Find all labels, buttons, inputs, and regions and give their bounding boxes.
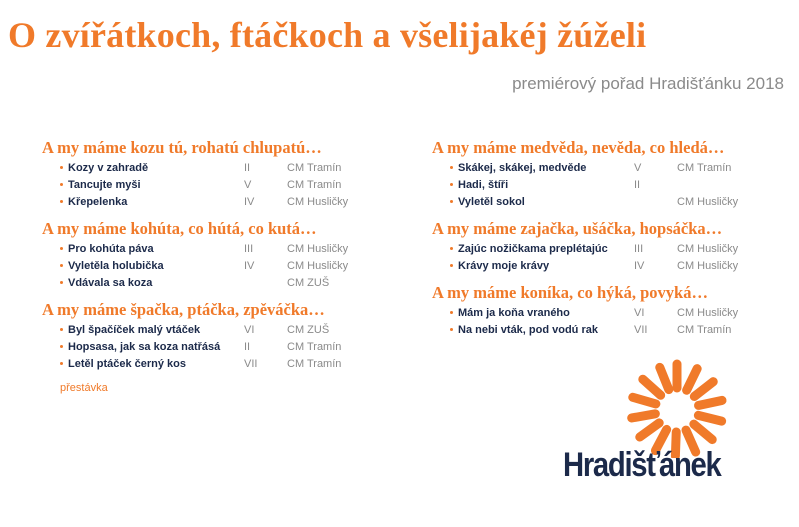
song-title: Pro kohúta páva [68, 242, 154, 255]
song-performer: CM Husličky [677, 242, 739, 255]
song-title: Vyletěl sokol [458, 195, 525, 208]
bullet-icon [60, 362, 63, 365]
song-part: II [244, 161, 251, 174]
song-part: V [634, 161, 642, 174]
bullet-icon [60, 166, 63, 169]
bullet-icon [450, 166, 453, 169]
song-row [42, 240, 392, 257]
song-row [42, 355, 392, 372]
song-title: Mám ja koňa vraného [458, 306, 570, 319]
program-section [42, 218, 392, 291]
song-row [432, 304, 782, 321]
right-column [432, 137, 782, 346]
sun-rays-icon [555, 358, 755, 458]
song-performer: CM Husličky [677, 306, 739, 319]
bullet-icon [60, 281, 63, 284]
song-part: VI [244, 323, 255, 336]
song-performer: CM Husličky [677, 195, 739, 208]
program-section [432, 137, 782, 210]
song-part: II [244, 340, 251, 353]
subtitle: premiérový pořad Hradišťánku 2018 [512, 74, 784, 93]
song-performer: CM ZUŠ [287, 323, 330, 336]
bullet-icon [450, 264, 453, 267]
song-title: Letěl ptáček černý kos [68, 357, 187, 370]
left-column [42, 137, 392, 394]
song-title: Byl špačíček malý vtáček [68, 323, 201, 336]
song-title: Na nebi vták, pod vodú rak [458, 323, 598, 336]
section-heading: A my máme kozu tú, rohatú chlupatú… [42, 138, 322, 157]
section-heading: A my máme špačka, ptáčka, zpěváčka… [42, 300, 325, 319]
song-performer: CM Tramín [677, 323, 732, 336]
song-title: Skákej, skákej, medvěde [458, 161, 587, 174]
song-performer: CM Tramín [287, 340, 342, 353]
song-performer: CM Tramín [287, 357, 342, 370]
song-part: IV [244, 259, 255, 272]
song-part: VI [634, 306, 645, 319]
bullet-icon [450, 328, 453, 331]
song-performer: CM Tramín [287, 178, 342, 191]
program-section [432, 282, 782, 338]
song-part: IV [244, 195, 255, 208]
song-title: Hopsasa, jak sa koza natřásá [68, 340, 221, 353]
song-row [42, 338, 392, 355]
song-row [42, 274, 392, 291]
song-part: VII [634, 323, 648, 336]
song-title: Křepelenka [68, 195, 128, 208]
song-title: Vdávala sa koza [68, 276, 153, 289]
song-row [432, 193, 782, 210]
song-row [42, 193, 392, 210]
program-section [42, 299, 392, 372]
song-performer: CM Husličky [677, 259, 739, 272]
bullet-icon [60, 247, 63, 250]
song-part: IV [634, 259, 645, 272]
song-title: Kozy v zahradě [68, 161, 149, 174]
song-part: III [244, 242, 254, 255]
song-row [432, 240, 782, 257]
song-row [42, 257, 392, 274]
program-section [42, 137, 392, 210]
bullet-icon [450, 200, 453, 203]
song-part: III [634, 242, 644, 255]
song-performer: CM Husličky [287, 195, 349, 208]
song-part: VII [244, 357, 258, 370]
song-row [432, 176, 782, 193]
song-row [42, 159, 392, 176]
page-title: O zvířátkoch, ftáčkoch a všelijakéj žúželi [8, 15, 647, 55]
bullet-icon [60, 183, 63, 186]
bullet-icon [60, 200, 63, 203]
song-title: Tancujte myši [68, 178, 141, 191]
song-performer: CM ZUŠ [287, 276, 330, 289]
section-heading: A my máme kohúta, co hútá, co kutá… [42, 219, 317, 238]
song-title: Zajúc nožičkama preplétajúc [458, 242, 608, 255]
section-heading: A my máme zajačka, ušáčka, hopsáčka… [432, 219, 723, 238]
song-performer: CM Tramín [287, 161, 342, 174]
bullet-icon [60, 264, 63, 267]
section-heading: A my máme koníka, co hýká, povyká… [432, 283, 708, 302]
song-row [432, 321, 782, 338]
song-row [42, 176, 392, 193]
bullet-icon [450, 311, 453, 314]
song-title: Hadi, štíři [458, 178, 509, 191]
bullet-icon [450, 183, 453, 186]
song-part: V [244, 178, 252, 191]
song-row [42, 321, 392, 338]
song-performer: CM Husličky [287, 242, 349, 255]
program-section [432, 218, 782, 274]
bullet-icon [60, 345, 63, 348]
song-performer: CM Husličky [287, 259, 349, 272]
song-performer: CM Tramín [677, 161, 732, 174]
song-title: Krávy moje krávy [458, 259, 550, 272]
song-title: Vyletěla holubička [68, 259, 164, 272]
section-heading: A my máme medvěda, nevěda, co hledá… [432, 138, 725, 157]
bullet-icon [60, 328, 63, 331]
hradistanek-logo [555, 358, 755, 518]
logo-wordmark: Hradišťánek [563, 446, 721, 484]
song-row [432, 257, 782, 274]
song-part: II [634, 178, 641, 191]
song-row [432, 159, 782, 176]
intermission-label: přestávka [60, 382, 108, 394]
bullet-icon [450, 247, 453, 250]
